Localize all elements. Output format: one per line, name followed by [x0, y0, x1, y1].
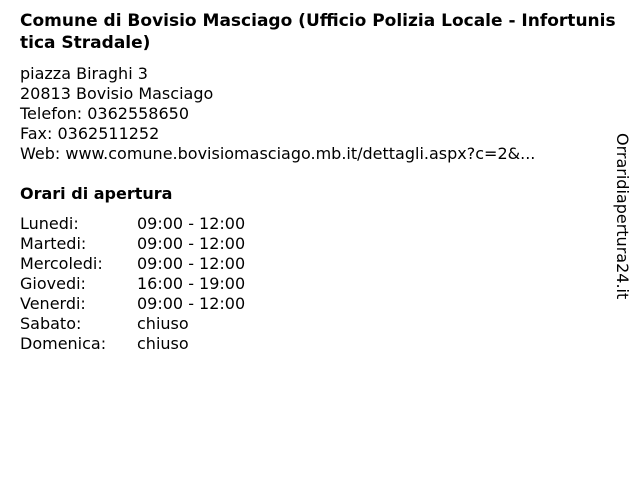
address-city: 20813 Bovisio Masciago — [20, 84, 214, 103]
address-block — [20, 64, 535, 164]
time-value: 09:00 - 12:00 — [137, 294, 246, 313]
time-value: 09:00 - 12:00 — [137, 214, 246, 233]
hours-row-monday — [20, 214, 245, 234]
address-street: piazza Biraghi 3 — [20, 64, 148, 83]
hours-row-tuesday — [20, 234, 245, 254]
time-value: 16:00 - 19:00 — [137, 274, 246, 293]
fax-number: Fax: 0362511252 — [20, 124, 160, 143]
time-value: chiuso — [137, 314, 189, 333]
opening-hours-table — [20, 214, 245, 354]
time-value: 09:00 - 12:00 — [137, 234, 246, 253]
time-value: chiuso — [137, 334, 189, 353]
day-label: Martedi: — [20, 234, 87, 253]
phone-number: Telefon: 0362558650 — [20, 104, 190, 123]
hours-heading: Orari di apertura — [20, 184, 173, 203]
day-label: Sabato: — [20, 314, 82, 333]
hours-row-saturday — [20, 314, 245, 334]
site-watermark: Orraridiapertura24.it — [613, 133, 632, 300]
web-link[interactable]: Web: www.comune.bovisiomasciago.mb.it/dettagli.aspx?c=2&... — [20, 144, 536, 163]
day-label: Lunedi: — [20, 214, 79, 233]
day-label: Domenica: — [20, 334, 107, 353]
day-label: Mercoledi: — [20, 254, 103, 273]
hours-row-wednesday — [20, 254, 245, 274]
hours-row-sunday — [20, 334, 245, 354]
hours-row-thursday — [20, 274, 245, 294]
day-label: Venerdi: — [20, 294, 86, 313]
hours-row-friday — [20, 294, 245, 314]
day-label: Giovedi: — [20, 274, 86, 293]
page-title: Comune di Bovisio Masciago (Ufficio Polizia Locale - Infortunistica Stradale) — [20, 11, 616, 53]
time-value: 09:00 - 12:00 — [137, 254, 246, 273]
